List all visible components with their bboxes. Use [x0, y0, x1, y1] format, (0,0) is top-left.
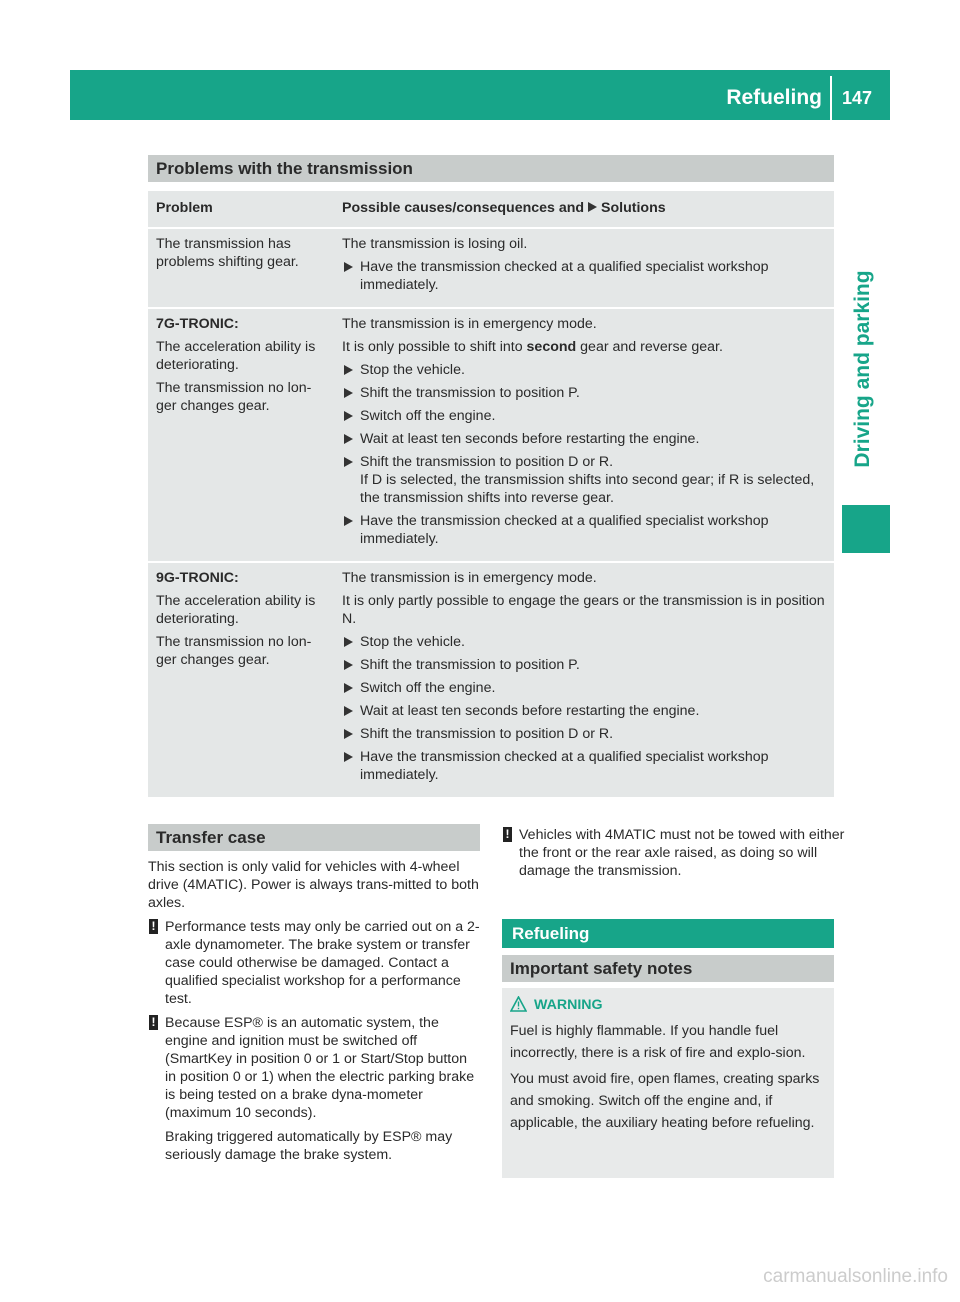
step-item: Have the transmission checked at a qualified specialist workshop immediately.: [342, 748, 826, 784]
exclamation-icon: !: [503, 827, 512, 842]
cause-text: The transmission is in emergency mode.: [342, 570, 597, 586]
caution-text: Because ESP® is an automatic system, the engine and ignition must be switched off (SmartKey in position 0 or 1 or Start/Stop button in position 0 or 1) when the electric parking brake is being tested on a brake dyna-mometer (maximum 10 seconds).: [165, 1015, 475, 1121]
problem-text: The acceleration ability is deteriorating.: [156, 593, 316, 627]
page-header-bar: [70, 70, 890, 120]
problem-text: The transmission has problems shifting gear.: [156, 236, 299, 270]
problem-heading: 9G-TRONIC:: [156, 570, 239, 586]
step-item: Have the transmission checked at a qualified specialist workshop immediately.: [342, 512, 826, 548]
cause-text: The transmission is in emergency mode.: [342, 316, 597, 332]
transmission-table: [148, 189, 834, 799]
cause-text: It is only partly possible to engage the gears or the transmission is in position N.: [342, 593, 825, 627]
table-row: [148, 563, 834, 797]
arrow-icon: [588, 202, 597, 212]
transmission-section-title: Problems with the transmission: [148, 155, 834, 182]
solution-cell: [334, 563, 834, 797]
header-separator: [830, 76, 832, 120]
safety-notes-title: Important safety notes: [502, 955, 834, 982]
problem-heading: 7G-TRONIC:: [156, 316, 239, 332]
transfer-case-body: [148, 858, 482, 1170]
step-text: Shift the transmission to position D or R.: [360, 454, 614, 470]
step-item: Switch off the engine.: [342, 407, 826, 425]
towing-caution-text: Vehicles with 4MATIC must not be towed with either the front or the rear axle raised, as doing so will damage the transmission.: [519, 827, 845, 879]
exclamation-icon: !: [149, 919, 158, 934]
towing-caution-note: [502, 826, 853, 880]
restriction-pre: It is only possible to shift into: [342, 339, 523, 355]
warning-triangle-icon: [510, 996, 527, 1012]
problem-text: The transmission no lon-ger changes gear.: [156, 634, 312, 668]
exclamation-icon: !: [149, 1015, 158, 1030]
table-row: [148, 229, 834, 307]
cause-text: The transmission is losing oil.: [342, 236, 528, 252]
warning-text: Fuel is highly flammable. If you handle fuel incorrectly, there is a risk of fire and explo-sion.: [510, 1023, 806, 1061]
side-tab: [851, 254, 875, 484]
caution-text: Braking triggered automatically by ESP® may seriously damage the brake system.: [165, 1129, 453, 1163]
header-solutions: [334, 191, 834, 227]
problem-cell: [148, 563, 334, 797]
header-solutions-pre: Possible causes/consequences and: [342, 200, 585, 216]
problem-cell: [148, 229, 334, 307]
step-item: Wait at least ten seconds before restarting the engine.: [342, 430, 826, 448]
header-solutions-post: Solutions: [601, 200, 666, 216]
problem-cell: [148, 309, 334, 561]
header-title: Refueling: [726, 86, 822, 109]
caution-note: [148, 1014, 482, 1164]
warning-box: [502, 988, 834, 1178]
side-tab-marker: [842, 505, 890, 553]
page-number: 147: [841, 88, 872, 108]
restriction-text: [342, 338, 826, 356]
caution-text: Performance tests may only be carried out on a 2-axle dynamometer. The brake system or transfer case could otherwise be damaged. Contact a qualified specialist workshop for a performance test.: [165, 919, 480, 1007]
warning-text: You must avoid fire, open flames, creating sparks and smoking. Switch off the engine and, if applicable, the auxiliary heating before refueling.: [510, 1071, 820, 1131]
warning-label: WARNING: [534, 997, 603, 1013]
step-item: Switch off the engine.: [342, 679, 826, 697]
step-item: Shift the transmission to position P.: [342, 656, 826, 674]
restriction-bold: second: [526, 339, 577, 355]
step-item: Have the transmission checked at a qualified specialist workshop immediately.: [342, 258, 826, 294]
restriction-post: gear and reverse gear.: [580, 339, 723, 355]
transfer-body-text: This section is only valid for vehicles with 4-wheel drive (4MATIC). Power is always trans-mitted to both axles.: [148, 859, 479, 911]
solution-cell: [334, 229, 834, 307]
step-item: Wait at least ten seconds before restarting the engine.: [342, 702, 826, 720]
table-row: [148, 309, 834, 561]
problem-text: The acceleration ability is deteriorating.: [156, 339, 316, 373]
step-item: Shift the transmission to position D or R.: [342, 725, 826, 743]
step-extra-text: If D is selected, the transmission shifts into second gear; if R is selected, the transmission shifts into reverse gear.: [360, 472, 815, 506]
step-item: Stop the vehicle.: [342, 633, 826, 651]
step-item: Stop the vehicle.: [342, 361, 826, 379]
refueling-title: Refueling: [502, 919, 834, 948]
header-problem: Problem: [148, 191, 334, 227]
caution-note: [148, 918, 482, 1008]
solution-cell: [334, 309, 834, 561]
side-tab-label: Driving and parking: [851, 270, 874, 468]
table-header-row: [148, 191, 834, 227]
step-item: [342, 453, 826, 507]
transfer-case-title: Transfer case: [148, 824, 480, 851]
watermark: carmanualsonline.info: [763, 1266, 948, 1287]
warning-heading: [510, 994, 826, 1016]
problem-text: The transmission no lon-ger changes gear.: [156, 380, 312, 414]
step-item: Shift the transmission to position P.: [342, 384, 826, 402]
